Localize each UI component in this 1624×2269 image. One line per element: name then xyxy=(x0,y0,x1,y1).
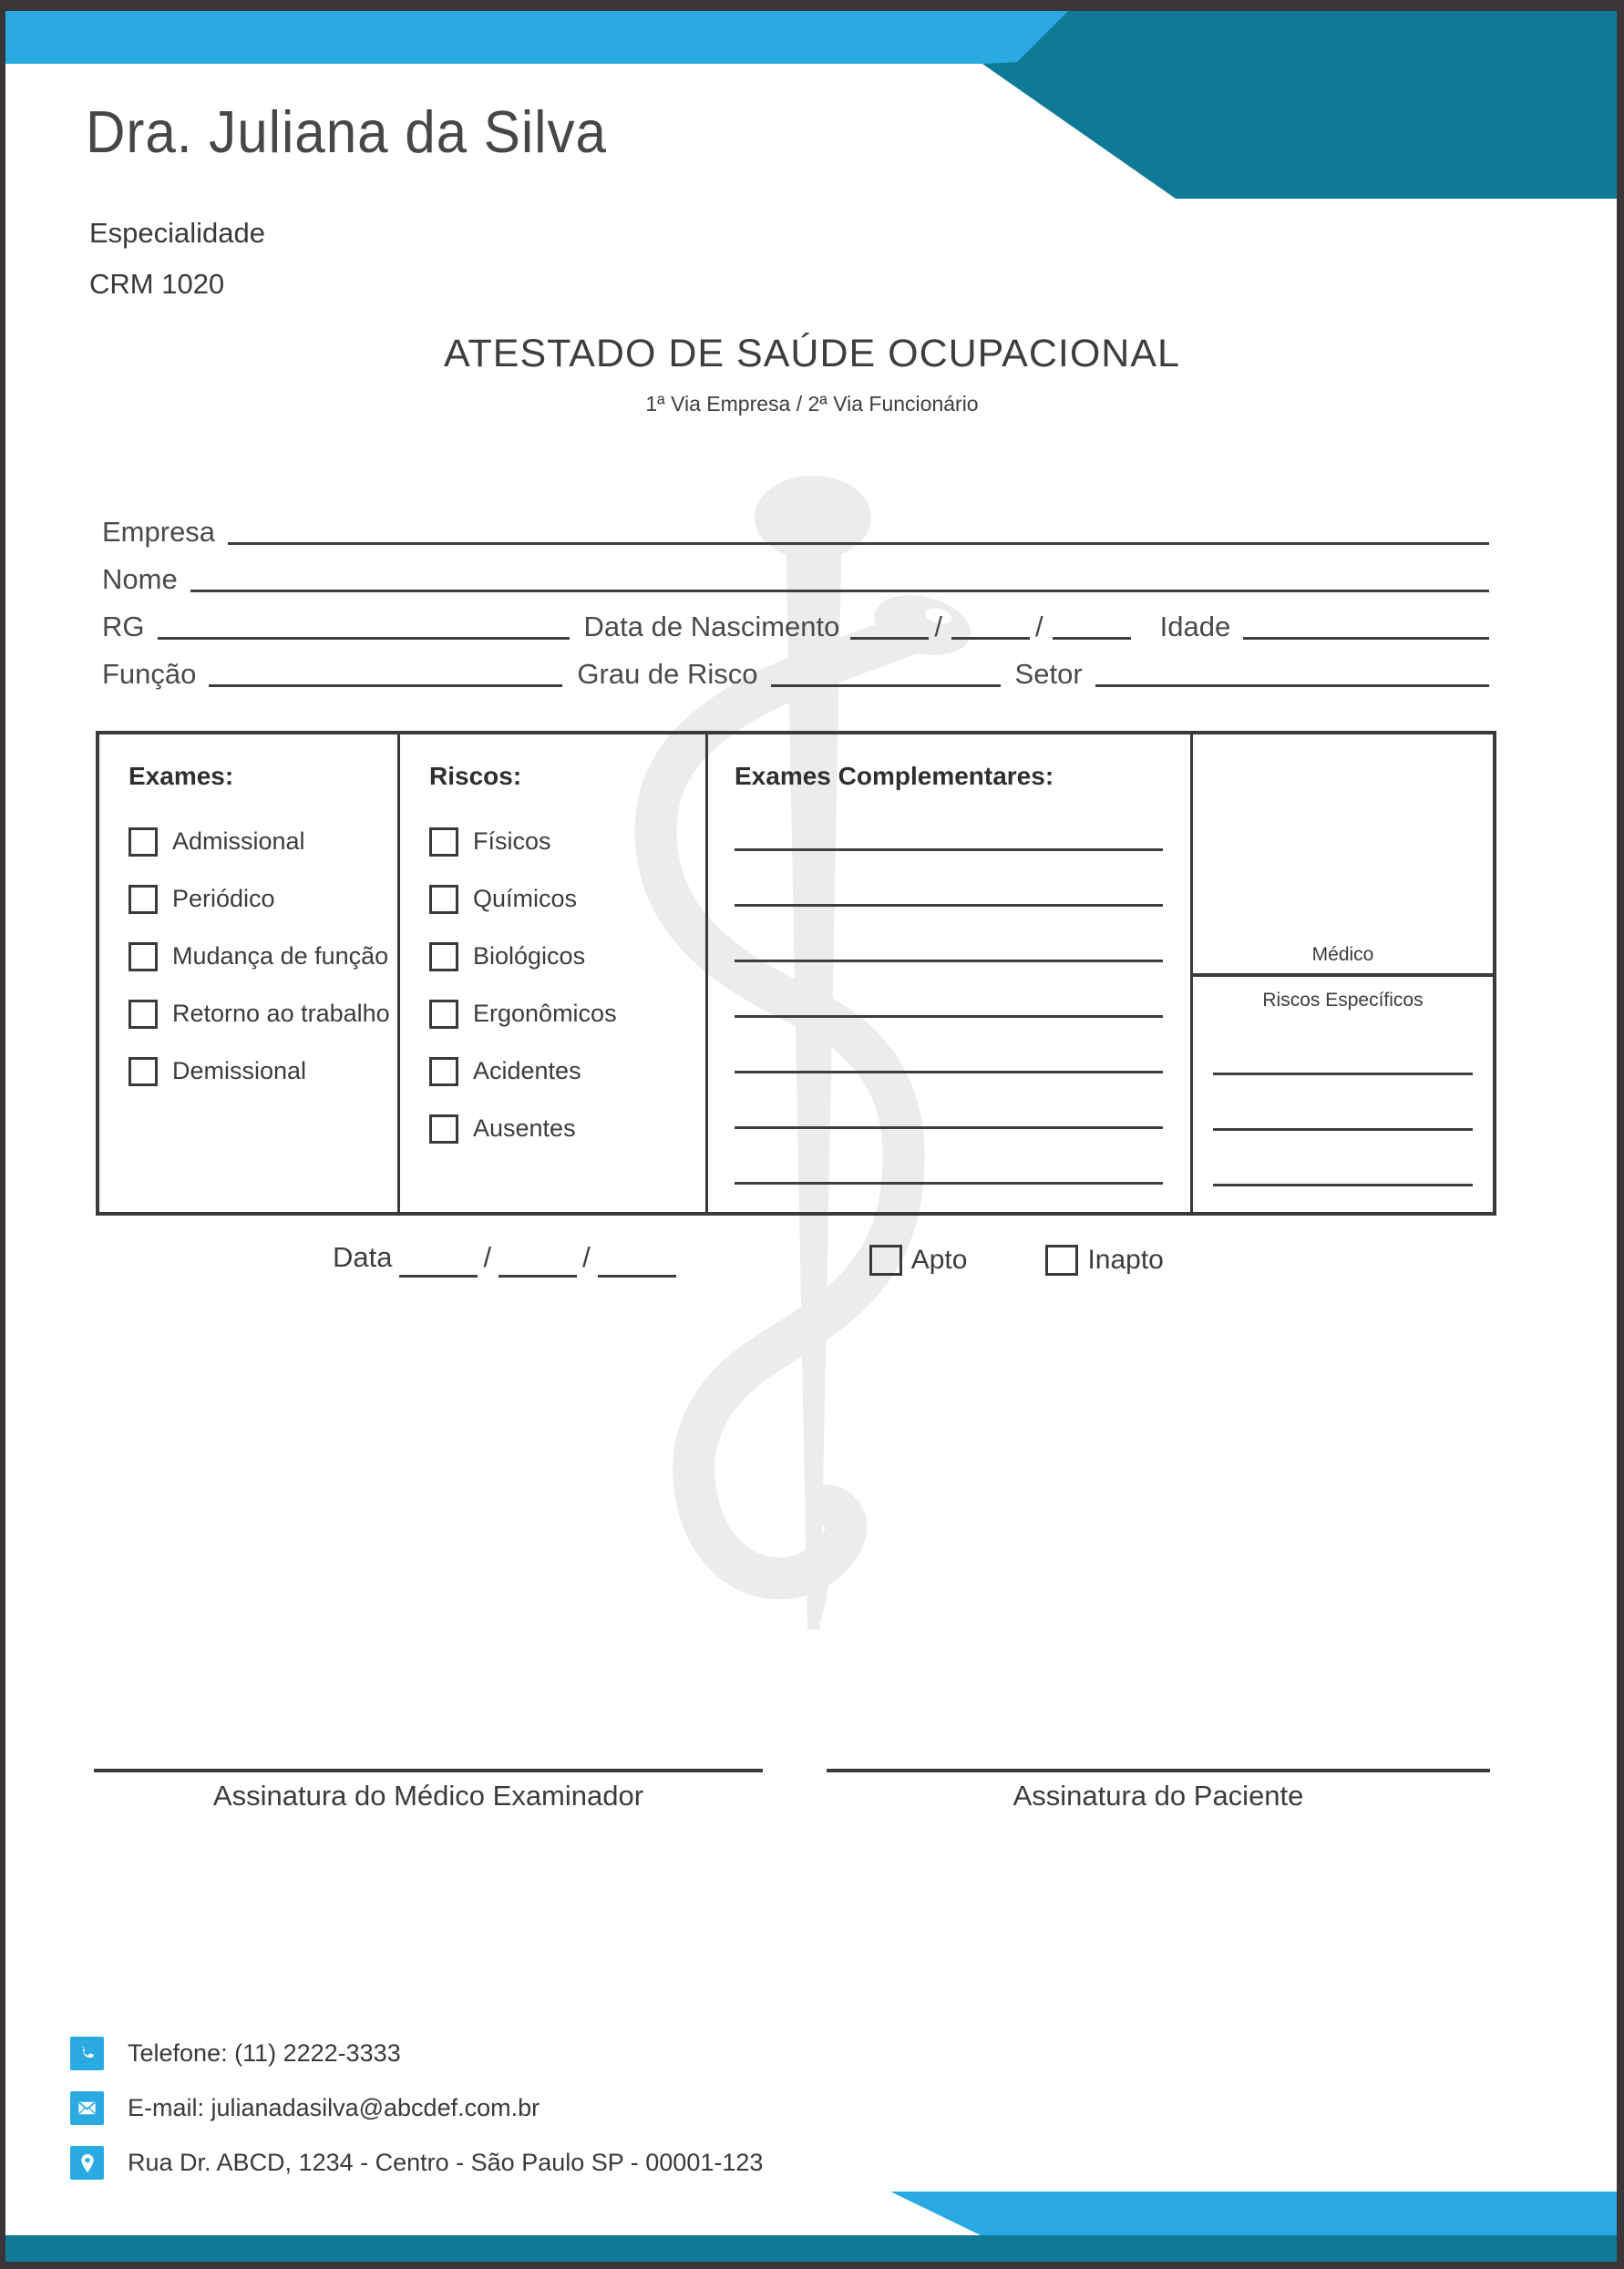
paciente-signature-line[interactable] xyxy=(827,1769,1490,1772)
email-text: E-mail: julianadasilva@abcdef.com.br xyxy=(128,2094,540,2121)
exames-complementares-column xyxy=(708,734,1193,1212)
location-icon xyxy=(70,2146,104,2180)
risco-especifico-input-line[interactable] xyxy=(1213,1131,1473,1186)
apto-checkbox[interactable] xyxy=(869,1245,902,1276)
bottom-blue-band xyxy=(890,2192,1617,2235)
apto-label: Apto xyxy=(910,1245,968,1275)
nascimento-month-line[interactable] xyxy=(951,637,1030,640)
list-item xyxy=(128,985,388,1042)
inapto-checkbox[interactable] xyxy=(1045,1245,1078,1276)
exames-column xyxy=(99,734,400,1212)
riscos-list xyxy=(429,813,696,1157)
phone-text: Telefone: (11) 2222-3333 xyxy=(128,2039,401,2067)
medico-signature-line[interactable] xyxy=(94,1769,763,1772)
nascimento-year-line[interactable] xyxy=(1053,637,1131,640)
medico-column xyxy=(1193,734,1493,1212)
email-icon xyxy=(70,2091,104,2125)
paciente-signature-label: Assinatura do Paciente xyxy=(1012,1780,1304,1812)
bottom-teal-bar xyxy=(5,2235,1617,2262)
setor-input-line[interactable] xyxy=(1095,684,1489,687)
complementar-input-line[interactable] xyxy=(735,962,1163,1018)
exames-list xyxy=(128,813,388,1100)
complementar-input-line[interactable] xyxy=(735,1073,1163,1129)
list-item xyxy=(429,870,696,928)
medico-signature-label: Assinatura do Médico Examinador xyxy=(212,1780,644,1812)
ausentes-label: Ausentes xyxy=(473,1114,576,1142)
fisicos-checkbox[interactable] xyxy=(429,827,458,857)
riscos-especificos-cell xyxy=(1193,977,1493,1212)
doctor-specialty: Especialidade xyxy=(89,217,266,249)
nome-input-line[interactable] xyxy=(190,590,1489,592)
complementar-input-line[interactable] xyxy=(735,795,1163,851)
list-item xyxy=(128,928,388,985)
grau-risco-input-line[interactable] xyxy=(771,684,1001,687)
nome-row xyxy=(102,550,1489,598)
list-item xyxy=(128,870,388,928)
complementar-input-line[interactable] xyxy=(735,1129,1163,1185)
contact-block xyxy=(70,2037,763,2201)
rg-label: RG xyxy=(102,611,145,642)
biologicos-label: Biológicos xyxy=(473,942,586,970)
list-item xyxy=(429,1100,696,1157)
date-slash: / xyxy=(582,1241,591,1273)
funcao-row xyxy=(102,645,1489,693)
address-row xyxy=(70,2146,763,2180)
email-row xyxy=(70,2091,763,2125)
list-item xyxy=(128,813,388,870)
list-item xyxy=(128,1042,388,1100)
medico-cell xyxy=(1193,734,1493,977)
doctor-name: Dra. Juliana da Silva xyxy=(86,99,607,166)
idade-input-line[interactable] xyxy=(1243,637,1489,640)
phone-icon xyxy=(70,2037,104,2070)
ergonomicos-label: Ergonômicos xyxy=(473,1000,617,1027)
risco-especifico-input-line[interactable] xyxy=(1213,1075,1473,1131)
data-day-line[interactable] xyxy=(399,1244,478,1278)
date-slash: / xyxy=(483,1241,492,1273)
admissional-checkbox[interactable] xyxy=(128,827,158,857)
quimicos-checkbox[interactable] xyxy=(429,885,458,914)
periodico-checkbox[interactable] xyxy=(128,885,158,914)
data-nascimento-label: Data de Nascimento xyxy=(583,611,840,642)
complementar-input-line[interactable] xyxy=(735,907,1163,962)
doctor-crm: CRM 1020 xyxy=(89,268,225,300)
exams-table xyxy=(96,731,1496,1216)
frame-top xyxy=(0,0,1624,11)
exames-complementares-lines xyxy=(735,795,1163,1185)
fisicos-label: Físicos xyxy=(473,827,551,855)
list-item xyxy=(429,813,696,870)
top-teal-wedge xyxy=(975,5,1617,200)
ergonomicos-checkbox[interactable] xyxy=(429,1000,458,1029)
demissional-checkbox[interactable] xyxy=(128,1057,158,1086)
empresa-row xyxy=(102,503,1489,550)
riscos-column xyxy=(400,734,708,1212)
admissional-label: Admissional xyxy=(172,827,305,855)
date-slash: / xyxy=(1035,611,1043,642)
inapto-label: Inapto xyxy=(1087,1245,1164,1275)
result-row xyxy=(333,1241,1164,1279)
empresa-label: Empresa xyxy=(102,516,216,548)
complementar-input-line[interactable] xyxy=(735,1018,1163,1073)
retorno-trabalho-label: Retorno ao trabalho xyxy=(172,1000,390,1027)
frame-bottom xyxy=(0,2262,1624,2269)
document-title: ATESTADO DE SAÚDE OCUPACIONAL xyxy=(444,332,1180,375)
quimicos-label: Químicos xyxy=(473,885,578,912)
rg-row xyxy=(102,598,1489,645)
document-subtitle: 1ª Via Empresa / 2ª Via Funcionário xyxy=(645,392,979,416)
exames-complementares-heading: Exames Complementares: xyxy=(735,762,1054,790)
biologicos-checkbox[interactable] xyxy=(429,942,458,971)
medico-label: Médico xyxy=(1311,944,1374,965)
top-blue-band xyxy=(5,11,1086,64)
list-item xyxy=(429,928,696,985)
acidentes-label: Acidentes xyxy=(473,1057,581,1084)
phone-row xyxy=(70,2037,763,2070)
idade-label: Idade xyxy=(1159,611,1231,642)
risco-especifico-input-line[interactable] xyxy=(1213,1020,1473,1075)
nascimento-day-line[interactable] xyxy=(850,637,929,640)
funcao-input-line[interactable] xyxy=(209,684,562,687)
list-item xyxy=(429,1042,696,1100)
empresa-input-line[interactable] xyxy=(228,542,1489,545)
riscos-heading: Riscos: xyxy=(429,762,522,790)
grau-risco-label: Grau de Risco xyxy=(577,658,758,690)
mudanca-funcao-checkbox[interactable] xyxy=(128,942,158,971)
periodico-label: Periódico xyxy=(172,885,275,912)
medico-signature-block xyxy=(94,1769,763,1812)
setor-label: Setor xyxy=(1014,658,1083,690)
list-item xyxy=(429,985,696,1042)
data-label: Data xyxy=(333,1241,393,1273)
demissional-label: Demissional xyxy=(172,1057,307,1084)
ausentes-checkbox[interactable] xyxy=(429,1114,458,1144)
retorno-trabalho-checkbox[interactable] xyxy=(128,1000,158,1029)
identification-fields xyxy=(102,503,1489,693)
funcao-label: Função xyxy=(102,658,197,690)
data-month-line[interactable] xyxy=(499,1244,577,1278)
complementar-input-line[interactable] xyxy=(735,851,1163,907)
rg-input-line[interactable] xyxy=(158,637,570,640)
data-year-line[interactable] xyxy=(598,1244,676,1278)
acidentes-checkbox[interactable] xyxy=(429,1057,458,1086)
nome-label: Nome xyxy=(102,563,178,595)
paciente-signature-block xyxy=(827,1769,1490,1812)
mudanca-funcao-label: Mudança de função xyxy=(172,942,389,970)
riscos-especificos-label: Riscos Específicos xyxy=(1262,990,1424,1011)
exames-heading: Exames: xyxy=(128,762,234,790)
address-text: Rua Dr. ABCD, 1234 - Centro - São Paulo SP - 00001-123 xyxy=(128,2149,764,2176)
date-slash: / xyxy=(934,611,942,642)
